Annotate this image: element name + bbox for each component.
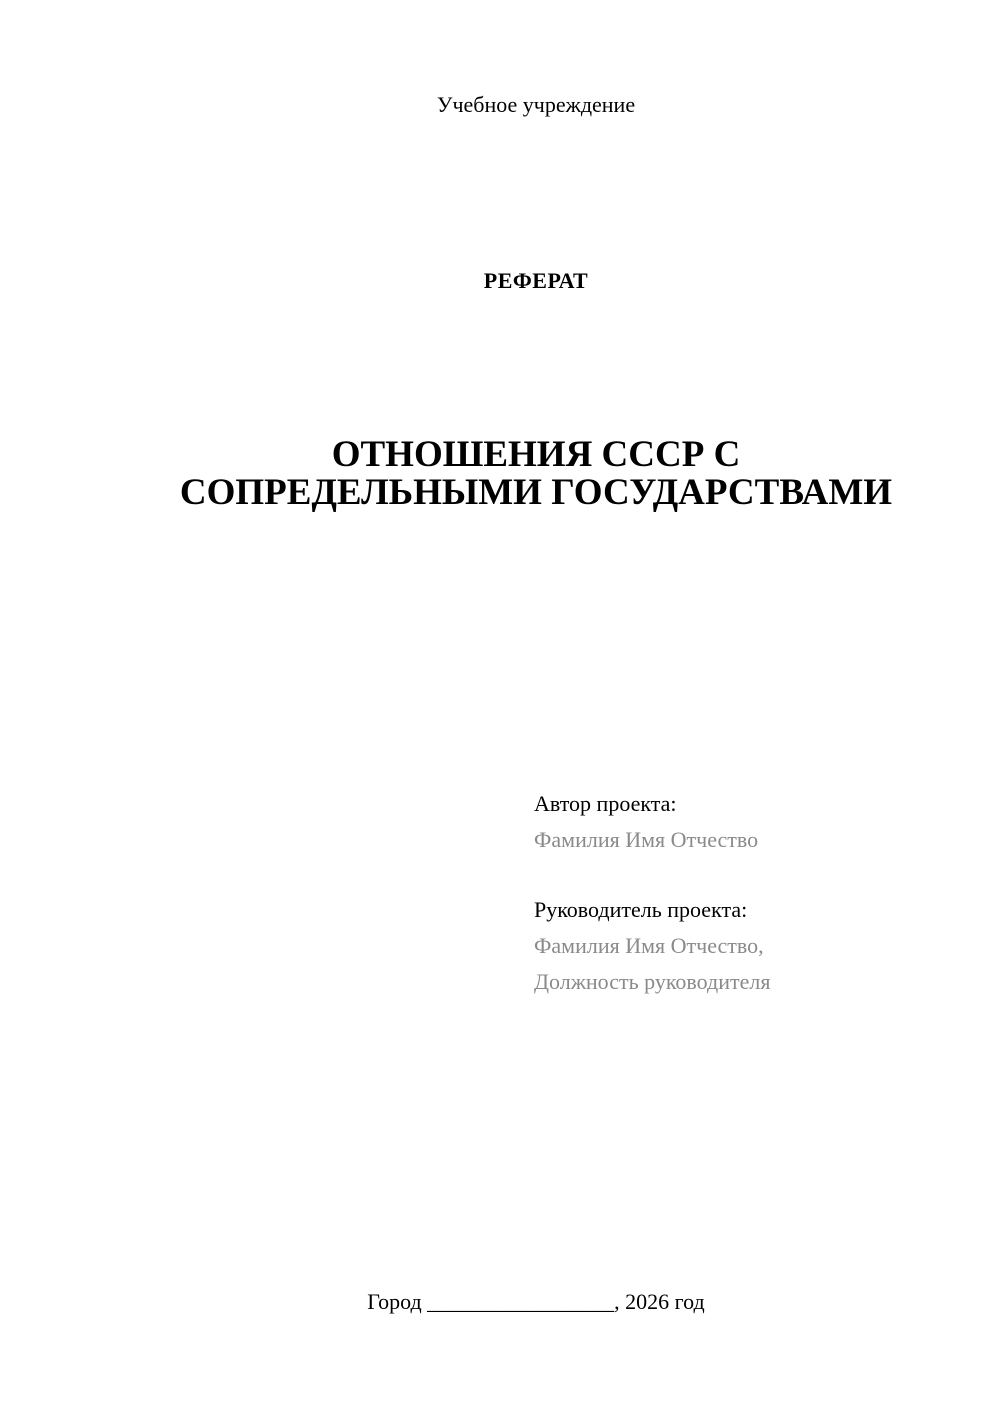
- supervisor-block: [534, 892, 770, 1000]
- document-title-line-1: ОТНОШЕНИЯ СССР С: [331, 434, 741, 475]
- document-title: [0, 436, 1000, 512]
- document-type: РЕФЕРАТ: [483, 268, 589, 293]
- supervisor-name: Фамилия Имя Отчество,: [534, 933, 764, 958]
- city-year-line: Город _________________, 2026 год: [367, 1289, 705, 1314]
- supervisor-position: Должность руководителя: [534, 969, 771, 994]
- author-label: Автор проекта:: [534, 791, 677, 816]
- author-block: [534, 786, 758, 858]
- author-name: Фамилия Имя Отчество: [534, 827, 759, 852]
- supervisor-label: Руководитель проекта:: [534, 897, 748, 922]
- institution-name: Учебное учреждение: [436, 92, 636, 117]
- document-title-line-2: СОПРЕДЕЛЬНЫМИ ГОСУДАРСТВАМИ: [179, 472, 893, 513]
